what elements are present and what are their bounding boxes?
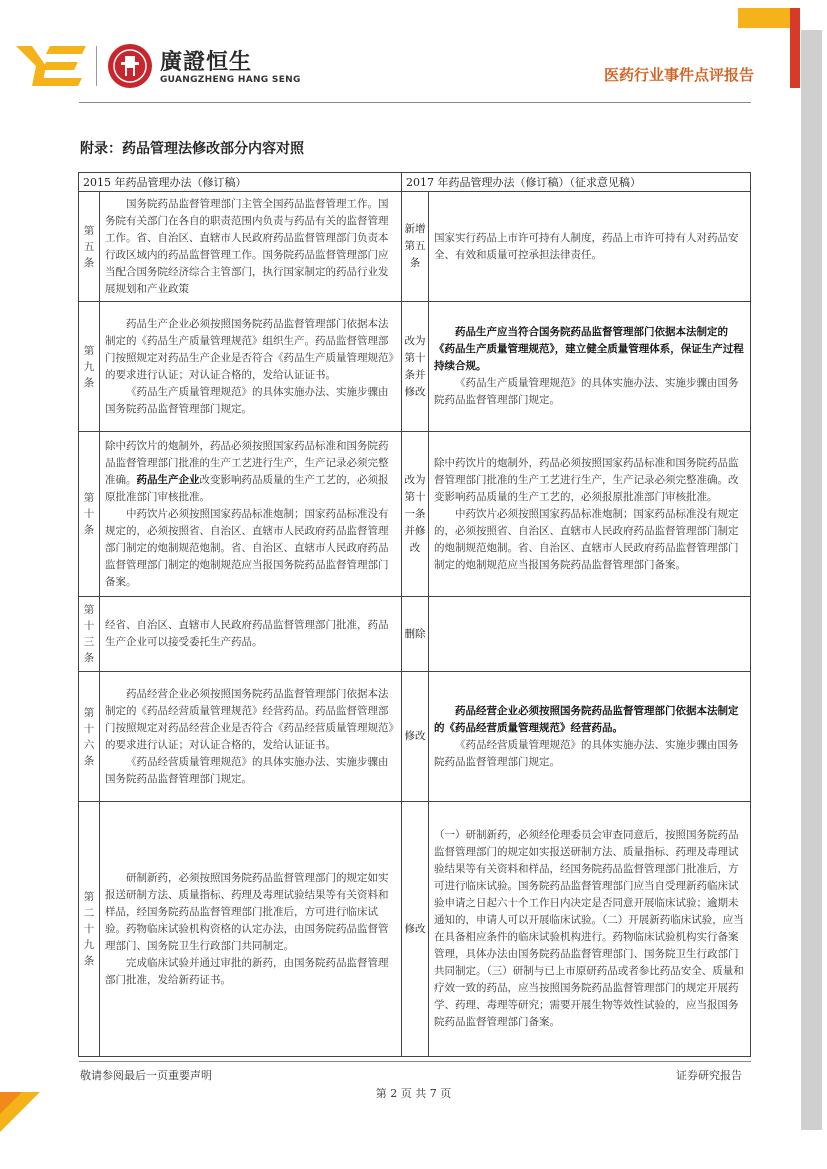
header-2015: 2015 年药品管理办法（修订稿） — [79, 173, 402, 192]
change-cell: 修改 — [402, 672, 429, 802]
article-cell: 第九条 — [79, 302, 100, 432]
old-text-cell: 国务院药品监督管理部门主管全国药品监督管理工作。国务院有关部门在各自的职责范围内负责与药品有关的监督管理工作。省、自治区、直辖市人民政府药品监督管理部门负责本行政区域内的药品监督管理工作。国务院药品监督管理部门应当配合国务院经济综合主管部门，执行国家制定的药品行业发展规划和产业政策 — [100, 192, 402, 302]
article-cell: 第二十九条 — [79, 802, 100, 1057]
old-text-cell: 除中药饮片的炮制外，药品必须按照国家药品标准和国务院药品监督管理部门批准的生产工艺进行生产，生产记录必须完整准确。药品生产企业改变影响药品质量的生产工艺的，必须报原批准部门审核批准。 中药饮片必须按照国家药品标准炮制；国家药品标准没有规定的，必须按照省、自治区、直辖市人民政府药品监督管理部门制定的炮制规范炮制。省、自治区、直辖市人民政府药品监督管理部门制定的炮制规范应当报国务院药品监督管理部门备案。 — [100, 432, 402, 597]
change-cell: 修改 — [402, 802, 429, 1057]
footer-disclaimer: 敬请参阅最后一页重要声明 — [80, 1069, 212, 1082]
header-divider — [79, 102, 751, 103]
article-cell: 第十条 — [79, 432, 100, 597]
side-gray-bar — [801, 30, 822, 1130]
article-cell: 第十六条 — [79, 672, 100, 802]
table-row — [79, 597, 751, 672]
header-2017: 2017 年药品管理办法（修订稿）（征求意见稿） — [402, 173, 751, 192]
new-text-cell: 除中药饮片的炮制外，药品必须按照国家药品标准和国务院药品监督管理部门批准的生产工艺进行生产，生产记录必须完整准确。改变影响药品质量的生产工艺的，必须报原批准部门审核批准。 中药饮片必须按照国家药品标准炮制；国家药品标准没有规定的，必须按照省、自治区、直辖市人民政府药品监督管理部门制定的炮制规范炮制。省、自治区、直辖市人民政府药品监督管理部门制定的炮制规范应当报国务院药品监督管理部门备案。 — [429, 432, 751, 597]
bold-keyword: 药品生产企业 — [136, 473, 200, 486]
section-title: 附录：药品管理法修改部分内容对照 — [80, 141, 304, 157]
old-text-cell: 药品经营企业必须按照国务院药品监督管理部门依据本法制定的《药品经营质量管理规范》经营药品。药品监督管理部门按照规定对药品经营企业是否符合《药品经营质量管理规范》的要求进行认证；对认证合格的，发给认证证书。 《药品经营质量管理规范》的具体实施办法、实施步骤由国务院药品监督管理部门规定。 — [100, 672, 402, 802]
table-row — [79, 192, 751, 302]
table-row — [79, 432, 751, 597]
old-text-cell: 经省、自治区、直辖市人民政府药品监督管理部门批准，药品生产企业可以接受委托生产药品。 — [100, 597, 402, 672]
footer-doc-type: 证券研究报告 — [676, 1069, 742, 1082]
change-cell: 删除 — [402, 597, 429, 672]
table-row — [79, 802, 751, 1057]
brand-seal-icon — [108, 44, 152, 88]
brand-name-cn: 廣證恒生 — [160, 50, 253, 75]
change-cell: 改为第十一条并修改 — [402, 432, 429, 597]
table-header-row — [79, 173, 751, 192]
brand-name-en: GUANGZHENG HANG SENG — [160, 75, 301, 85]
bold-revision: 药品经营企业必须按照国务院药品监督管理部门依据本法制定的《药品经营质量管理规范》经营药品。 — [434, 704, 739, 734]
new-text-cell: （一）研制新药，必须经伦理委员会审查同意后，按照国务院药品监督管理部门的规定如实报送研制方法、质量指标、药理及毒理试验结果等有关资料和样品，经国务院药品监督管理部门批准后，方可进行临床试验。国务院药品监督管理部门应当自受理新药临床试验申请之日起六十个工作日内决定是否同意开展临床试验；逾期未通知的，申请人可以开展临床试验。（二）开展新药临床试验，应当在具备相应条件的临床试验机构进行。药物临床试验机构实行备案管理，具体办法由国务院药品监督管理部门、国务院卫生行政部门共同制定。（三）研制与已上市原研药品或者参比药品安全、质量和疗效一致的药品，应当按照国务院药品监督管理部门的规定开展药学、药理、毒理等研究；需要开展生物等效性试验的，应当报国务院药品监督管理部门备案。 — [429, 802, 751, 1057]
report-type: 医药行业事件点评报告 — [604, 66, 755, 84]
article-cell: 第五条 — [79, 192, 100, 302]
change-cell: 改为第十条并修改 — [402, 302, 429, 432]
footer-divider — [79, 1061, 751, 1062]
new-text-cell: 国家实行药品上市许可持有人制度，药品上市许可持有人对药品安全、有效和质量可控承担法律责任。 — [429, 192, 751, 302]
table-row — [79, 302, 751, 432]
page-number: 第 2 页 共 7 页 — [375, 1087, 452, 1100]
new-text-cell — [429, 597, 751, 672]
old-text-cell: 研制新药，必须按照国务院药品监督管理部门的规定如实报送研制方法、质量指标、药理及毒理试验结果等有关资料和样品，经国务院药品监督管理部门批准后，方可进行临床试验。药物临床试验机构资格的认定办法，由国务院药品监督管理部门、国务院卫生行政部门共同制定。 完成临床试验并通过审批的新药，由国务院药品监督管理部门批准，发给新药证书。 — [100, 802, 402, 1057]
new-text-cell: 药品生产应当符合国务院药品监督管理部门依据本法制定的《药品生产质量管理规范》，建立健全质量管理体系，保证生产过程持续合规。 《药品生产质量管理规范》的具体实施办法、实施步骤由国务院药品监督管理部门规定。 — [429, 302, 751, 432]
comparison-table — [78, 172, 751, 1057]
corner-red-bar — [790, 8, 800, 88]
bold-revision: 药品生产应当符合国务院药品监督管理部门依据本法制定的《药品生产质量管理规范》，建立健全质量管理体系，保证生产过程持续合规。 — [434, 326, 744, 372]
table-row — [79, 672, 751, 802]
old-text-cell: 药品生产企业必须按照国务院药品监督管理部门依据本法制定的《药品生产质量管理规范》组织生产。药品监督管理部门按照规定对药品生产企业是否符合《药品生产质量管理规范》的要求进行认证；对认证合格的，发给认证证书。 《药品生产质量管理规范》的具体实施办法、实施步骤由国务院药品监督管理部门规定。 — [100, 302, 402, 432]
change-cell: 新增第五条 — [402, 192, 429, 302]
logo-divider — [96, 46, 97, 86]
article-cell: 第十三条 — [79, 597, 100, 672]
new-text-cell: 药品经营企业必须按照国务院药品监督管理部门依据本法制定的《药品经营质量管理规范》经营药品。 《药品经营质量管理规范》的具体实施办法、实施步骤由国务院药品监督管理部门规定。 — [429, 672, 751, 802]
brand-logo-icon — [16, 44, 86, 88]
corner-accent-bar — [738, 8, 790, 28]
